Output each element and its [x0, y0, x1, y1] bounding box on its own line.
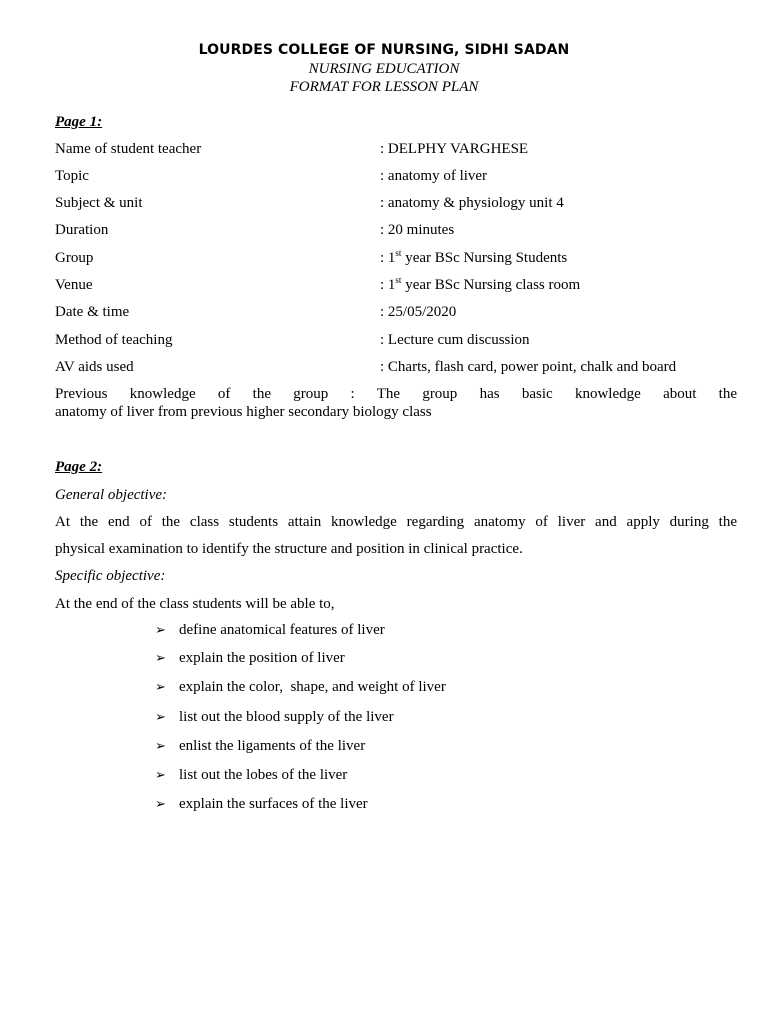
- list-item: [155, 650, 345, 667]
- page1-title: Page 1:: [55, 114, 103, 130]
- label-student-teacher: Name of student teacher: [55, 141, 202, 157]
- list-item: [155, 738, 365, 755]
- value-group: [380, 250, 567, 267]
- arrow-bullet-icon: ➢: [155, 680, 166, 695]
- list-item: [155, 709, 394, 726]
- previous-knowledge-line1: Previous knowledge of the group : The group has basic knowledge about the: [55, 386, 737, 402]
- label-topic: Topic: [55, 168, 89, 184]
- specific-objective-heading: Specific objective:: [55, 568, 166, 584]
- arrow-bullet-icon: ➢: [155, 651, 166, 666]
- label-duration: Duration: [55, 222, 109, 238]
- previous-knowledge-line2: anatomy of liver from previous higher secondary biology class: [55, 404, 432, 420]
- value-date-time: : 25/05/2020: [380, 304, 457, 320]
- specific-objective-intro: At the end of the class students will be able to,: [55, 596, 335, 612]
- value-method: : Lecture cum discussion: [380, 332, 530, 348]
- general-objective-line1: At the end of the class students attain knowledge regarding anatomy of liver and apply during the: [55, 514, 737, 530]
- arrow-bullet-icon: ➢: [155, 739, 166, 754]
- value-subject-unit: : anatomy & physiology unit 4: [380, 195, 564, 211]
- label-av-aids: AV aids used: [55, 359, 134, 375]
- arrow-bullet-icon: ➢: [155, 797, 166, 812]
- arrow-bullet-icon: ➢: [155, 768, 166, 783]
- label-date-time: Date & time: [55, 304, 130, 320]
- value-group-prefix: : 1: [380, 250, 396, 266]
- value-venue: [380, 277, 580, 294]
- list-item: [155, 622, 385, 639]
- label-method: Method of teaching: [55, 332, 173, 348]
- list-item: [155, 679, 446, 696]
- value-topic: : anatomy of liver: [380, 168, 488, 184]
- value-group-rest: year BSc Nursing Students: [401, 250, 568, 266]
- objective-text: list out the lobes of the liver: [179, 767, 348, 783]
- value-group-sup: st: [395, 248, 402, 258]
- value-venue-rest: year BSc Nursing class room: [401, 277, 581, 293]
- value-student-teacher: : DELPHY VARGHESE: [380, 141, 529, 157]
- list-item: [155, 796, 368, 813]
- arrow-bullet-icon: ➢: [155, 710, 166, 725]
- department-heading: NURSING EDUCATION: [308, 61, 460, 77]
- objective-text: define anatomical features of liver: [179, 622, 385, 638]
- value-venue-prefix: : 1: [380, 277, 396, 293]
- format-heading: FORMAT FOR LESSON PLAN: [289, 79, 479, 95]
- objective-text: list out the blood supply of the liver: [179, 709, 394, 725]
- objective-text: explain the position of liver: [179, 650, 345, 666]
- objective-text: explain the color, shape, and weight of liver: [179, 679, 446, 695]
- value-duration: : 20 minutes: [380, 222, 455, 238]
- list-item: [155, 767, 347, 784]
- arrow-bullet-icon: ➢: [155, 623, 166, 638]
- label-venue: Venue: [55, 277, 93, 293]
- page2-title: Page 2:: [55, 459, 103, 475]
- objective-text: explain the surfaces of the liver: [179, 796, 368, 812]
- general-objective-heading: General objective:: [55, 487, 168, 503]
- college-heading: LOURDES COLLEGE OF NURSING, SIDHI SADAN: [198, 42, 570, 58]
- objective-text: enlist the ligaments of the liver: [179, 738, 366, 754]
- value-av-aids: : Charts, flash card, power point, chalk and board: [380, 359, 677, 375]
- value-venue-sup: st: [395, 275, 402, 285]
- label-subject-unit: Subject & unit: [55, 195, 143, 211]
- general-objective-line2: physical examination to identify the structure and position in clinical practice.: [55, 541, 523, 557]
- label-group: Group: [55, 250, 94, 266]
